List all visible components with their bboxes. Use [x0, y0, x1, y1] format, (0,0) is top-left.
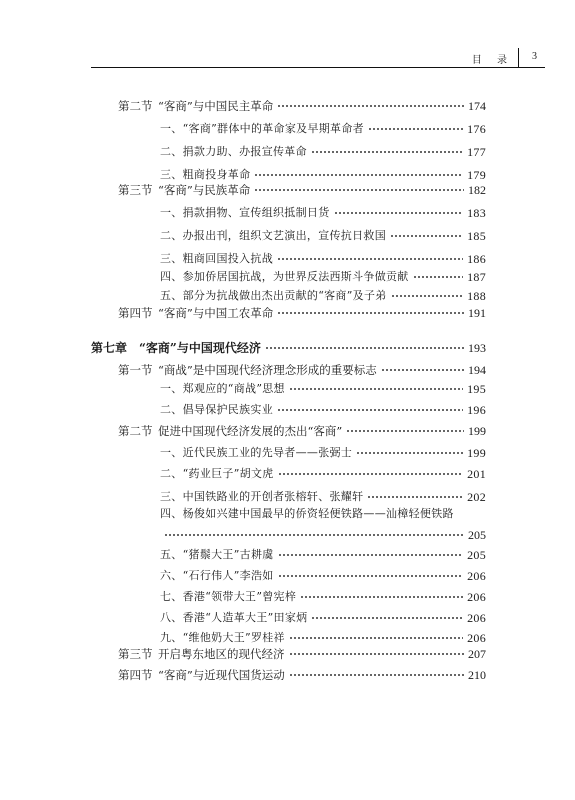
toc-item-entry — [160, 610, 486, 626]
toc-chapter-entry — [91, 340, 486, 356]
toc-section-entry — [118, 182, 486, 198]
toc-item-entry — [160, 506, 486, 522]
toc-page-number: 185 — [467, 229, 486, 243]
toc-page-number: 176 — [467, 122, 486, 136]
toc-item-entry — [160, 269, 486, 285]
chapter-number: 第七章 — [91, 341, 128, 355]
toc-page-number: 174 — [468, 99, 486, 113]
toc-page-number: 196 — [467, 403, 486, 417]
toc-page-number: 201 — [467, 467, 486, 481]
toc-item-entry — [160, 381, 486, 397]
toc-section-entry — [118, 305, 486, 321]
toc-item-entry — [160, 144, 486, 160]
toc-item-entry — [160, 489, 486, 505]
toc-title: 六、“石行伟人”李浩如 — [160, 569, 274, 582]
toc-page-number: 199 — [468, 424, 486, 438]
toc-title: 四、杨俊如兴建中国最早的侨资轻便铁路——汕樟轻便铁路 — [160, 507, 454, 520]
dot-leader — [390, 235, 463, 237]
toc-title: 一、“客商”群体中的革命家及早期革命者 — [160, 122, 364, 135]
toc-page-number: 202 — [467, 490, 486, 504]
dot-leader — [265, 347, 464, 349]
section-number: 第二节 — [118, 99, 153, 113]
toc-page-number: 210 — [468, 668, 486, 682]
dot-leader — [381, 369, 464, 371]
dot-leader — [311, 151, 463, 153]
toc-title: 二、办报出刊，组织文艺演出，宣传抗日救国 — [160, 229, 386, 242]
toc-item-entry — [160, 121, 486, 137]
dot-leader — [334, 212, 464, 214]
toc-title: 七、香港“领带大王”曾宪梓 — [160, 590, 297, 603]
toc-page-number: 206 — [467, 590, 486, 604]
toc-item-entry — [160, 589, 486, 605]
dot-leader — [278, 473, 464, 475]
dot-leader — [277, 312, 464, 314]
dot-leader — [277, 258, 463, 260]
toc-item-entry — [160, 251, 486, 267]
toc-page-number: 183 — [467, 206, 486, 220]
toc-title: “客商”与中国工农革命 — [158, 306, 274, 320]
toc-item-entry — [160, 445, 486, 461]
toc-title: 三、粗商投身革命 — [160, 168, 251, 181]
dot-leader — [368, 128, 463, 130]
toc-title: 五、部分为抗战做出杰出贡献的“客商”及子弟 — [160, 289, 387, 302]
toc-page-number: 187 — [467, 270, 486, 284]
section-number: 第一节 — [118, 363, 153, 377]
toc-item-entry — [160, 568, 486, 584]
dot-leader — [311, 617, 463, 619]
toc-item-entry — [160, 167, 486, 183]
toc-page-number: 195 — [467, 382, 486, 396]
toc-section-entry — [118, 98, 486, 114]
section-number: 第二节 — [118, 424, 153, 438]
toc-title: “客商”与中国现代经济 — [139, 341, 261, 355]
toc-title: 八、香港“人造革大王”田家炳 — [160, 611, 308, 624]
dot-leader — [254, 174, 463, 176]
dot-leader — [289, 637, 463, 639]
dot-leader — [278, 575, 464, 577]
toc-page-number: 207 — [468, 647, 486, 661]
header-separator — [518, 48, 519, 67]
toc-title: “客商”与近现代国货运动 — [158, 668, 285, 682]
page-number: 3 — [532, 51, 537, 62]
toc-item-entry — [160, 547, 486, 563]
section-number: 第三节 — [118, 183, 153, 197]
toc-section-entry — [118, 667, 486, 683]
dot-leader — [356, 452, 463, 454]
toc-page-number: 193 — [468, 341, 486, 355]
section-number: 第四节 — [118, 668, 153, 682]
dot-leader — [289, 388, 463, 390]
running-header-title: 目 录 — [471, 55, 513, 66]
toc-page-number: 182 — [468, 183, 486, 197]
toc-page-number: 206 — [467, 631, 486, 645]
dot-leader — [164, 534, 464, 536]
toc-title: 五、“猪鬃大王”古耕虞 — [160, 548, 274, 561]
toc-title: “客商”与民族革命 — [158, 183, 251, 197]
toc-page-number: 199 — [467, 446, 486, 460]
dot-leader — [413, 276, 463, 278]
toc-page-number: 177 — [467, 145, 486, 159]
dot-leader — [254, 189, 464, 191]
toc-page-number: 179 — [467, 168, 486, 182]
toc-title: 三、粗商回国投入抗战 — [160, 252, 273, 265]
toc-page-number: 206 — [467, 569, 486, 583]
toc-item-entry — [160, 466, 486, 482]
dot-leader — [289, 653, 465, 655]
toc-title: “商战”是中国现代经济理念形成的重要标志 — [158, 363, 377, 377]
toc-title: 开启粤东地区的现代经济 — [158, 647, 285, 661]
toc-page-number: 206 — [467, 611, 486, 625]
toc-item-entry — [160, 288, 486, 304]
header-rule — [91, 67, 545, 68]
toc-page-number: 188 — [467, 289, 486, 303]
toc-title: 一、郑观应的“商战”思想 — [160, 382, 285, 395]
toc-title: 二、捐款力助、办报宣传革命 — [160, 145, 307, 158]
toc-title: 二、“药业巨子”胡文虎 — [160, 467, 274, 480]
dot-leader — [278, 554, 464, 556]
toc-title: 一、捐款捐物、宣传组织抵制日货 — [160, 206, 330, 219]
dot-leader — [367, 496, 463, 498]
toc-item-entry — [160, 630, 486, 646]
toc-section-entry — [118, 423, 486, 439]
dot-leader — [277, 409, 463, 411]
section-number: 第四节 — [118, 306, 153, 320]
dot-leader — [346, 430, 464, 432]
toc-title: 促进中国现代经济发展的杰出“客商” — [158, 424, 343, 438]
dot-leader — [289, 674, 464, 676]
toc-page-number: 191 — [468, 306, 486, 320]
toc-item-entry — [160, 205, 486, 221]
toc-section-entry — [118, 646, 486, 662]
toc-item-entry — [160, 527, 486, 543]
toc-page-number: 205 — [468, 528, 486, 542]
toc-page-number: 205 — [467, 548, 486, 562]
dot-leader — [391, 295, 464, 297]
toc-title: 九、“维他奶大王”罗桂祥 — [160, 631, 285, 644]
toc-page-number: 186 — [467, 252, 486, 266]
running-header — [91, 48, 545, 68]
toc-title: 三、中国铁路业的开创者张榕轩、张耀轩 — [160, 490, 364, 503]
toc-title: 一、近代民族工业的先导者——张弼士 — [160, 446, 353, 459]
toc-item-entry — [160, 402, 486, 418]
dot-leader — [300, 596, 463, 598]
toc-title: 四、参加侨居国抗战，为世界反法西斯斗争做贡献 — [160, 270, 409, 283]
dot-leader — [277, 105, 464, 107]
toc-page-number: 194 — [468, 363, 486, 377]
toc-title: “客商”与中国民主革命 — [158, 99, 274, 113]
toc-item-entry — [160, 228, 486, 244]
toc-title: 二、倡导保护民族实业 — [160, 403, 273, 416]
section-number: 第三节 — [118, 647, 153, 661]
toc-section-entry — [118, 362, 486, 378]
